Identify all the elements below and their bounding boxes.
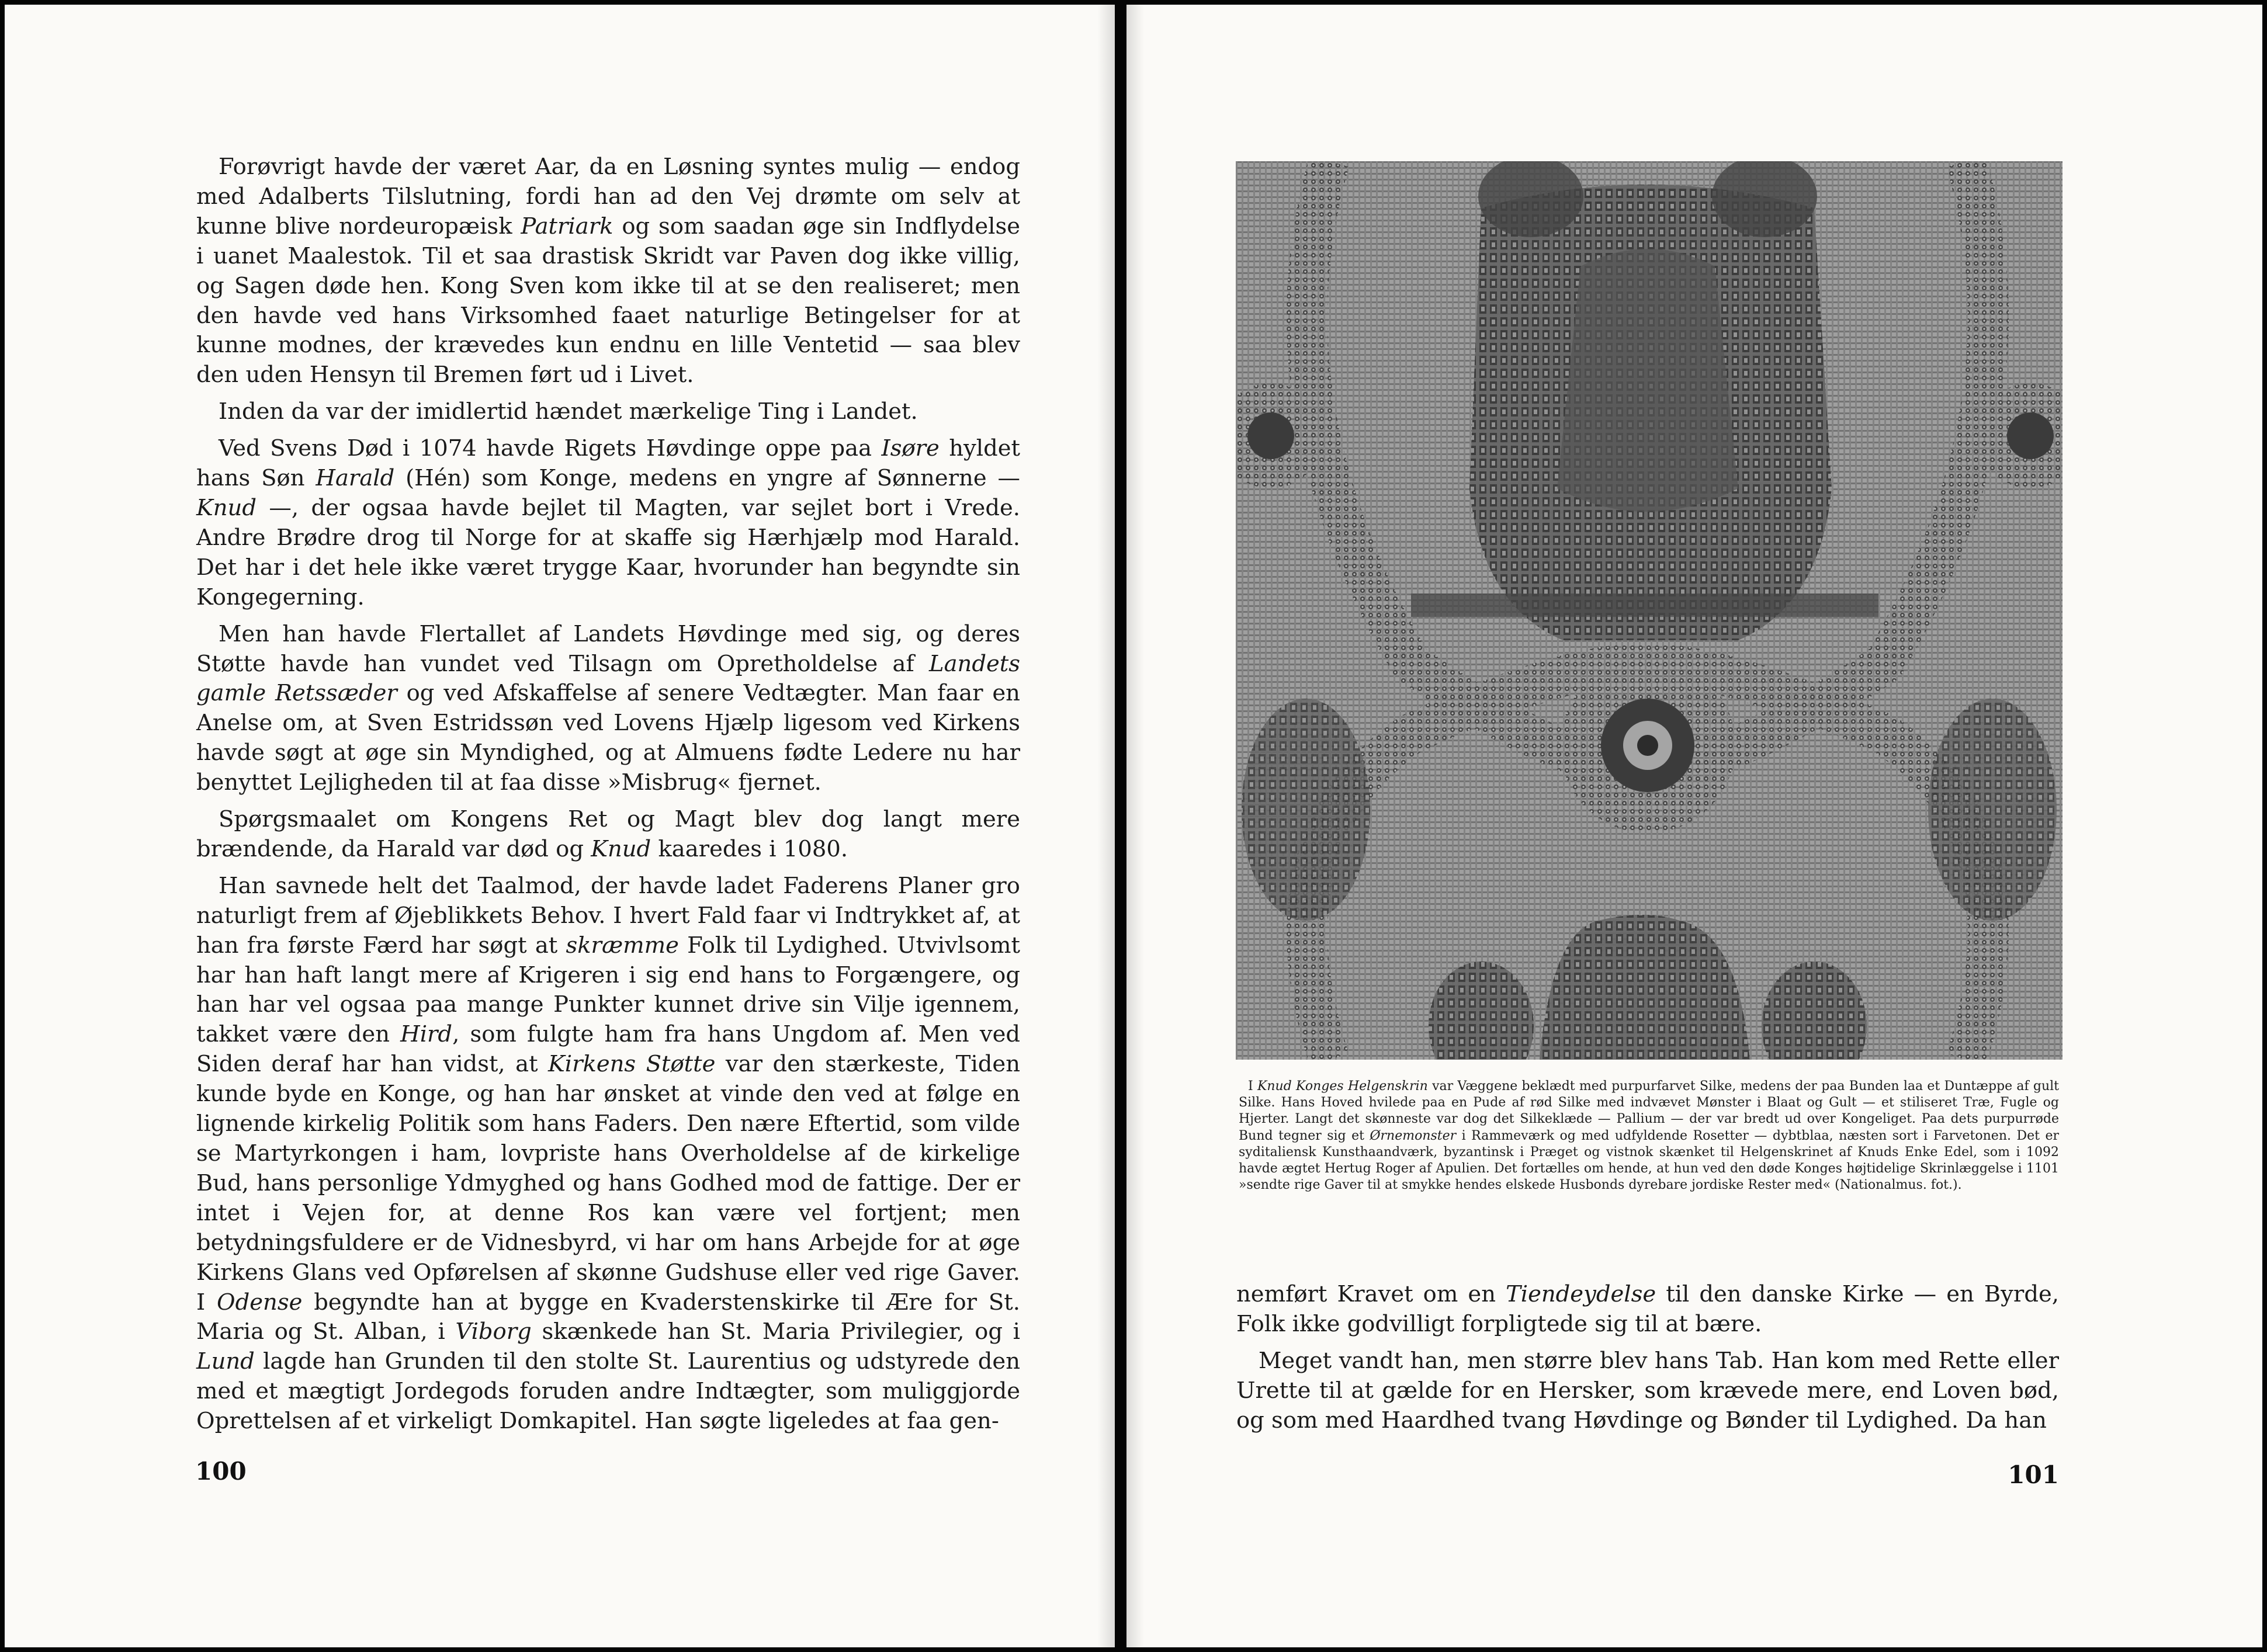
paragraph: Men han havde Flertallet af Landets Høvdinge med sig, og deres Støtte havde han vundet ved Tilsagn om Opretholdelse af Landets gamle Retssæder og ved Afskaffelse af senere Vedtægter. Man faar en Anelse om, at Sven Estridssøn ved Lovens Hjælp ligesom ved Kirkens havde søgt at øge sin Myndighed, og at Almuens fødte Ledere nu har benyttet Lejligheden til at faa disse »Misbrug« fjernet. <box>196 620 1020 796</box>
italic-text: Knud Konges Helgenskrin <box>1257 1079 1428 1094</box>
left-page-text <box>196 152 1020 1443</box>
page-number-right: 101 <box>2008 1460 2059 1489</box>
italic-text: Isøre <box>881 435 940 462</box>
italic-text: Tiendeydelse <box>1506 1281 1656 1307</box>
italic-text: Knud <box>196 494 256 521</box>
gutter-shadow <box>1097 5 1115 1647</box>
paragraph: nemført Kravet om en Tiendeydelse til den danske Kirke — en Byrde, Folk ikke godvilligt forpligtede sig til at bære. <box>1236 1281 2059 1337</box>
page-number-left: 100 <box>195 1457 247 1486</box>
gutter-shadow <box>1126 5 1144 1647</box>
italic-text: skræmme <box>566 932 679 959</box>
paragraph: Forøvrigt havde der været Aar, da en Løsning syntes mulig — endog med Adalberts Tilslutning, fordi han ad den Vej drømte om selv at kunne blive nordeuropæisk Patriark og som saadan øge sin Indflydelse i uanet Maalestok. Til et saa drastisk Skridt var Paven dog ikke villig, og Sagen døde hen. Kong Sven kom ikke til at se den realiseret; men den havde ved hans Virksomhed faaet naturlige Betingelser for at kunne modnes, der krævedes kun endnu en lille Ventetid — saa blev den uden Hensyn til Bremen ført ud i Livet. <box>196 154 1020 388</box>
italic-text: Odense <box>217 1289 303 1316</box>
paragraph: Meget vandt han, men større blev hans Tab. Han kom med Rette eller Urette til at gælde for en Hersker, som krævede mere, end Loven bød, og som med Haardhed tvang Høvdinge og Bønder til Lydighed. Da han <box>1236 1347 2059 1434</box>
eagle-pattern-illustration <box>1236 161 2063 1060</box>
italic-text: Patriark <box>521 213 613 240</box>
italic-text: Hird <box>400 1021 453 1048</box>
silk-pallium-photo <box>1236 161 2063 1060</box>
right-page <box>1126 5 2262 1647</box>
italic-text: Knud <box>591 835 651 862</box>
figure-caption: I Knud Konges Helgenskrin var Væggene beklædt med purpurfarvet Silke, medens der paa Bunden laa et Duntæppe af gult Silke. Hans Hoved hvilede paa en Pude af rød Silke med indvævet Mønster i Blaat og Gult — et stiliseret Træ, Fugle og Hjerter. Langt det skønneste var dog det Silkeklæde — Pallium — der var bredt ud over Kongeliget. Paa dets purpurrøde Bund tegner sig et Ørnemonster i Rammeværk og med udfyldende Rosetter — dybtblaa, næsten sort i Farvetonen. Det er syditaliensk Kunsthaandværk, byzantinsk i Præget og vistnok skænket til Helgenskrinet af Knuds Enke Edel, som i 1092 havde ægtet Hertug Roger af Apulien. Det fortælles om hende, at hun ved den døde Konges højtidelige Skrinlæggelse i 1101 »sendte rige Gaver til at smykke hendes elskede Husbonds dyrebare jordiske Rester med« (Nationalmus. fot.). <box>1239 1079 2060 1193</box>
paragraph: Han savnede helt det Taalmod, der havde ladet Faderens Planer gro naturligt frem af Øjeblikkets Behov. I hvert Fald faar vi Indtrykket af, at han fra første Færd har søgt at skræmme Folk til Lydighed. Utvivlsomt har han haft langt mere af Krigeren i sig end hans to Forgængere, og han har vel ogsaa paa mange Punkter kunnet drive sin Vilje igennem, takket være den Hird, som fulgte ham fra hans Ungdom af. Men ved Siden deraf har han vidst, at Kirkens Støtte var den stærkeste, Tiden kunde byde en Konge, og han har ønsket at vinde den ved at følge en lignende kirkelig Politik som hans Faders. Den nære Eftertid, som vilde se Martyrkongen i ham, lovpriste hans Overholdelse af de kirkelige Bud, hans personlige Ydmyghed og hans Godhed mod de fattige. Der er intet i Vejen for, at denne Ros kan være vel fortjent; men betydningsfuldere er de Vidnesbyrd, vi har om hans Arbejde for at øge Kirkens Glans ved Opførelsen af skønne Gudshuse eller ved rige Gaver. I Odense begyndte han at bygge en Kvaderstenskirke til Ære for St. Maria og St. Alban, i Viborg skænkede han St. Maria Privilegier, og i Lund lagde han Grunden til den stolte St. Laurentius og udstyrede den med et mægtigt Jordegods foruden andre Indtægter, som muliggjorde Oprettelsen af et virkeligt Domkapitel. Han søgte ligeledes at faa gen- <box>196 872 1020 1435</box>
paragraph: Ved Svens Død i 1074 havde Rigets Høvdinge oppe paa Isøre hyldet hans Søn Harald (Hén) som Konge, medens en yngre af Sønnerne — Knud —, der ogsaa havde bejlet til Magten, var sejlet bort i Vrede. Andre Brødre drog til Norge for at skaffe sig Hærhjælp mod Harald. Det har i det hele ikke været trygge Kaar, hvorunder han begyndte sin Kongegerning. <box>196 435 1020 610</box>
left-page <box>5 5 1115 1647</box>
italic-text: Kirkens Støtte <box>548 1051 716 1078</box>
italic-text: Ørnemonster <box>1370 1128 1457 1143</box>
italic-text: Lund <box>196 1348 255 1375</box>
italic-text: Viborg <box>455 1318 532 1345</box>
paragraph: Inden da var der imidlertid hændet mærkelige Ting i Landet. <box>219 398 918 425</box>
right-page-text <box>1236 1280 2059 1443</box>
italic-text: Harald <box>316 465 395 492</box>
italic-text: Landets gamle Retssæder <box>196 650 1020 707</box>
paragraph: Spørgsmaalet om Kongens Ret og Magt blev dog langt mere brændende, da Harald var død og Knud kaaredes i 1080. <box>196 806 1020 862</box>
